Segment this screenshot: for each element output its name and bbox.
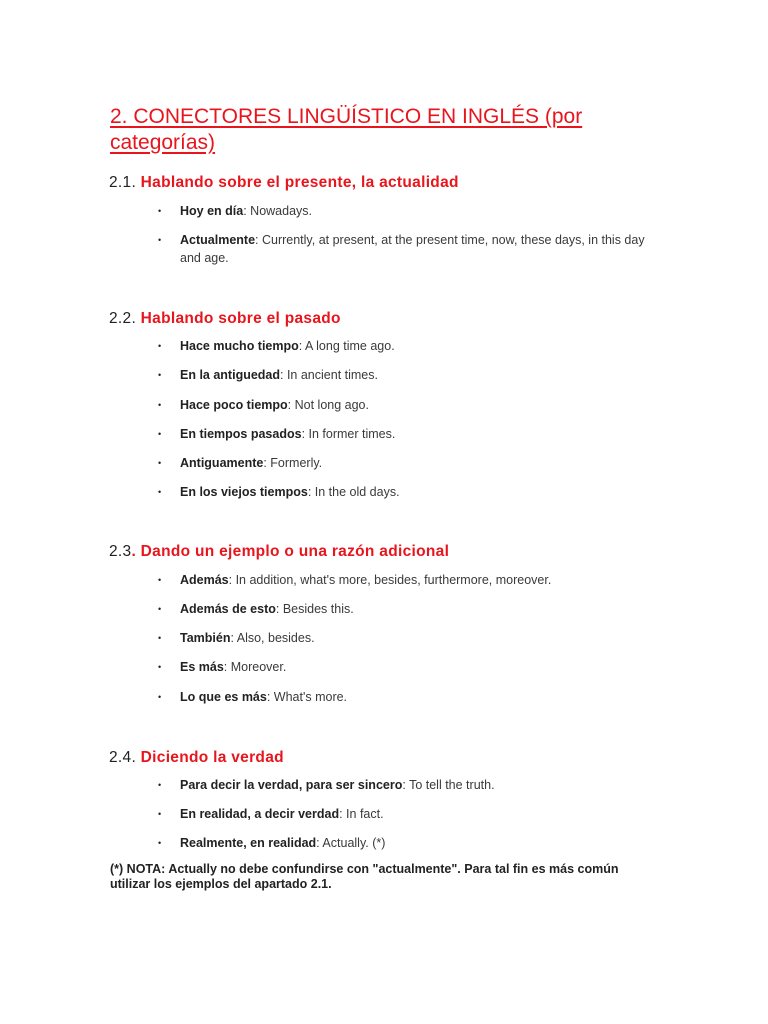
- section-name: Hablando sobre el presente, la actualidad: [140, 174, 459, 191]
- connector-translation: : Besides this.: [275, 602, 354, 616]
- connector-term: Hace poco tiempo: [180, 398, 288, 412]
- connector-translation: : To tell the truth.: [402, 778, 495, 792]
- connector-term: Además: [180, 573, 229, 587]
- connector-translation: : Also, besides.: [230, 631, 315, 645]
- bullet-icon: •: [158, 838, 162, 848]
- section-number: 2.2.: [109, 310, 137, 327]
- connector-translation: : Not long ago.: [287, 398, 369, 412]
- section-heading: [109, 310, 341, 328]
- section-number: 2.3: [109, 543, 132, 560]
- bullet-icon: •: [158, 604, 162, 614]
- connector-term: Hoy en día: [180, 204, 244, 218]
- bullet-icon: •: [158, 780, 162, 790]
- connector-translation: : Formerly.: [263, 456, 323, 470]
- connector-term: En la antiguedad: [180, 368, 281, 382]
- connector-translation: : Nowadays.: [243, 204, 312, 218]
- section-name: Hablando sobre el pasado: [140, 310, 341, 327]
- bullet-icon: •: [158, 487, 162, 497]
- connector-term: Es más: [180, 660, 224, 674]
- connector-term: Actualmente: [180, 233, 256, 247]
- connector-term: Además de esto: [180, 602, 276, 616]
- connector-translation: : In former times.: [301, 427, 396, 441]
- bullet-icon: •: [158, 206, 162, 216]
- bullet-icon: •: [158, 235, 162, 245]
- footnote: (*) NOTA: Actually no debe confundirse con "actualmente". Para tal fin es más común utilizar los ejemplos del apartado 2.1.: [110, 862, 619, 891]
- connector-term: En tiempos pasados: [180, 427, 302, 441]
- bullet-icon: •: [158, 575, 162, 585]
- bullet-icon: •: [158, 633, 162, 643]
- section-name: . Dando un ejemplo o una razón adicional: [131, 543, 450, 560]
- bullet-icon: •: [158, 341, 162, 351]
- connector-translation: : Actually. (*): [316, 836, 386, 850]
- connector-translation: : In addition, what's more, besides, furthermore, moreover.: [228, 573, 552, 587]
- connector-term: En los viejos tiempos: [180, 485, 308, 499]
- bullet-icon: •: [158, 400, 162, 410]
- section-number: 2.4.: [109, 749, 137, 766]
- section-heading: [109, 749, 284, 767]
- connector-term: Realmente, en realidad: [180, 836, 317, 850]
- bullet-icon: •: [158, 692, 162, 702]
- connector-translation: : Moreover.: [223, 660, 287, 674]
- bullet-icon: •: [158, 458, 162, 468]
- connector-term: Antiguamente: [180, 456, 264, 470]
- connector-term: Hace mucho tiempo: [180, 339, 299, 353]
- bullet-icon: •: [158, 429, 162, 439]
- connector-term: Lo que es más: [180, 690, 267, 704]
- connector-translation: : In the old days.: [307, 485, 400, 499]
- connector-term: En realidad, a decir verdad: [180, 807, 340, 821]
- connector-translation: : Currently, at present, at the present time, now, these days, in this day and age.: [180, 233, 645, 265]
- connector-translation: : In ancient times.: [280, 368, 378, 382]
- bullet-icon: •: [158, 370, 162, 380]
- connector-translation: : A long time ago.: [298, 339, 395, 353]
- section-heading: [109, 543, 449, 561]
- bullet-icon: •: [158, 809, 162, 819]
- section-heading: [109, 174, 459, 192]
- connector-term: También: [180, 631, 231, 645]
- section-number: 2.1.: [109, 174, 137, 191]
- connector-translation: : In fact.: [339, 807, 384, 821]
- section-name: Diciendo la verdad: [140, 749, 284, 766]
- connector-translation: : What's more.: [266, 690, 348, 704]
- bullet-icon: •: [158, 662, 162, 672]
- page-title: 2. CONECTORES LINGÜÍSTICO EN INGLÉS (por categorías): [110, 105, 583, 154]
- connector-term: Para decir la verdad, para ser sincero: [180, 778, 403, 792]
